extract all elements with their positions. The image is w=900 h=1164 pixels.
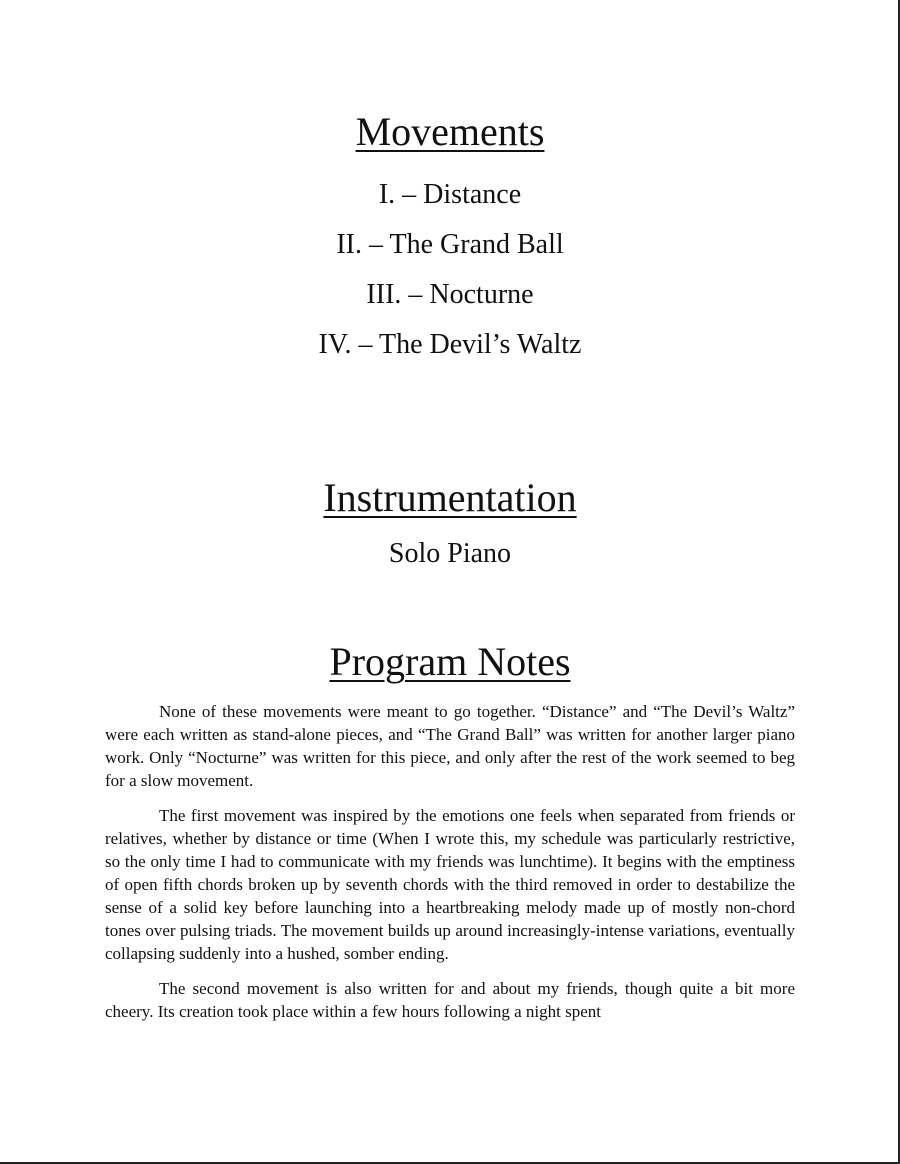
- program-notes-paragraph-3: The second movement is also written for and about my friends, though quite a bit more cheery. Its creation took place within a few hours following a night spent: [105, 979, 795, 1021]
- program-notes-body: [105, 700, 795, 1035]
- movement-item-1: I. – Distance: [378, 179, 522, 210]
- program-notes-heading: Program Notes: [329, 639, 571, 684]
- movements-list: [0, 170, 900, 370]
- instrumentation-heading: Instrumentation: [323, 475, 577, 520]
- movement-item-3: III. – Nocturne: [366, 279, 534, 310]
- program-notes-paragraph-2: The first movement was inspired by the emotions one feels when separated from friends or relatives, whether by distance or time (When I wrote this, my schedule was particularly restrictive, so the only time I had to communicate with my friends was lunchtime). It begins with the emptiness of open fifth chords broken up by seventh chords with the third removed in order to destabilize the sense of a solid key before launching into a heartbreaking melody made up of mostly non-chord tones over pulsing triads. The movement builds up around increasingly-intense variations, eventually collapsing suddenly into a hushed, somber ending.: [105, 806, 795, 963]
- movement-item-2: II. – The Grand Ball: [336, 229, 564, 260]
- movements-heading: Movements: [355, 109, 545, 154]
- instrumentation-value: Solo Piano: [388, 538, 512, 569]
- program-notes-paragraph-1: None of these movements were meant to go together. “Distance” and “The Devil’s Waltz” were each written as stand-alone pieces, and “The Grand Ball” was written for another larger piano work. Only “Nocturne” was written for this piece, and only after the rest of the work seemed to beg for a slow movement.: [105, 702, 795, 790]
- movement-item-4: IV. – The Devil’s Waltz: [318, 329, 582, 360]
